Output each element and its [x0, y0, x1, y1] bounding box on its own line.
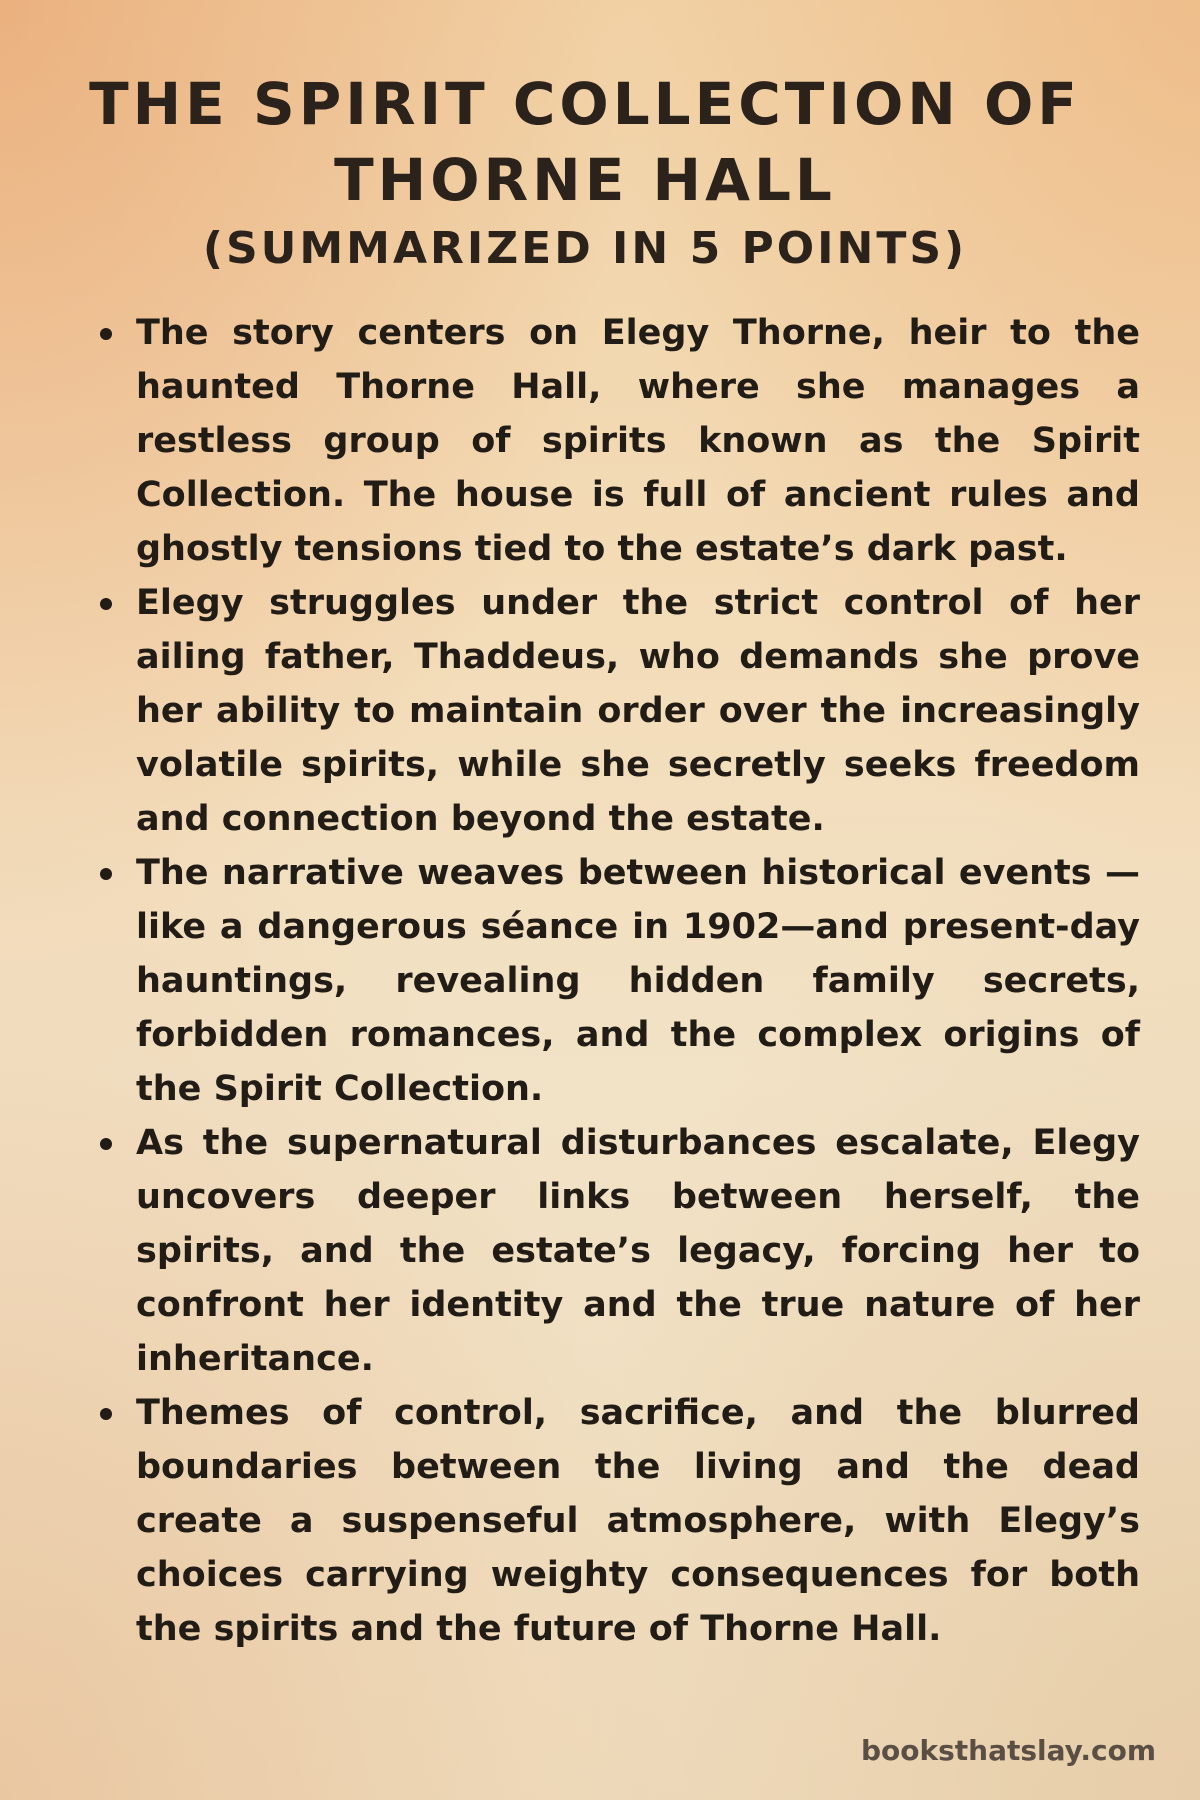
- summary-point-5: [94, 1386, 1140, 1656]
- bullet-dot-icon: [100, 1138, 112, 1150]
- summary-point-2: [94, 576, 1140, 846]
- summary-point-text: Themes of control, sacrifice, and the blurred boundaries between the living and the dead create a suspenseful atmosphere, with Elegy’s choices carrying weighty consequences for both the spirits and the future of Thorne Hall.: [136, 1393, 1140, 1649]
- bullet-dot-icon: [100, 328, 112, 340]
- summary-point-1: [94, 306, 1140, 576]
- summary-points: [94, 306, 1140, 1656]
- title-line-1: THE SPIRIT COLLECTION OF: [89, 70, 1081, 138]
- summary-point-4: [94, 1116, 1140, 1386]
- summary-point-text: As the supernatural disturbances escalate, Elegy uncovers deeper links between herself, the spirits, and the estate’s legacy, forcing her to confront her identity and the true nature of her inheritance.: [136, 1123, 1140, 1379]
- bullet-dot-icon: [100, 868, 112, 880]
- bullet-dot-icon: [100, 598, 112, 610]
- bullet-dot-icon: [100, 1408, 112, 1420]
- summary-point-text: Elegy struggles under the strict control of her ailing father, Thaddeus, who demands she prove her ability to maintain order over the increasingly volatile spirits, while she secretly seeks freedom and connection beyond the estate.: [136, 583, 1140, 839]
- subtitle: (SUMMARIZED IN 5 POINTS): [202, 223, 968, 274]
- summary-point-text: The narrative weaves between historical events —like a dangerous séance in 1902—and present-day hauntings, revealing hidden family secrets, forbidden romances, and the complex origins of the Spirit Collection.: [136, 853, 1140, 1109]
- site-watermark: booksthatslay.com: [860, 1734, 1156, 1767]
- summary-point-3: [94, 846, 1140, 1116]
- title-block: [60, 66, 1110, 280]
- summary-point-text: The story centers on Elegy Thorne, heir to the haunted Thorne Hall, where she manages a restless group of spirits known as the Spirit Collection. The house is full of ancient rules and ghostly tensions tied to the estate’s dark past.: [136, 313, 1140, 569]
- title-line-2: THORNE HALL: [334, 146, 836, 214]
